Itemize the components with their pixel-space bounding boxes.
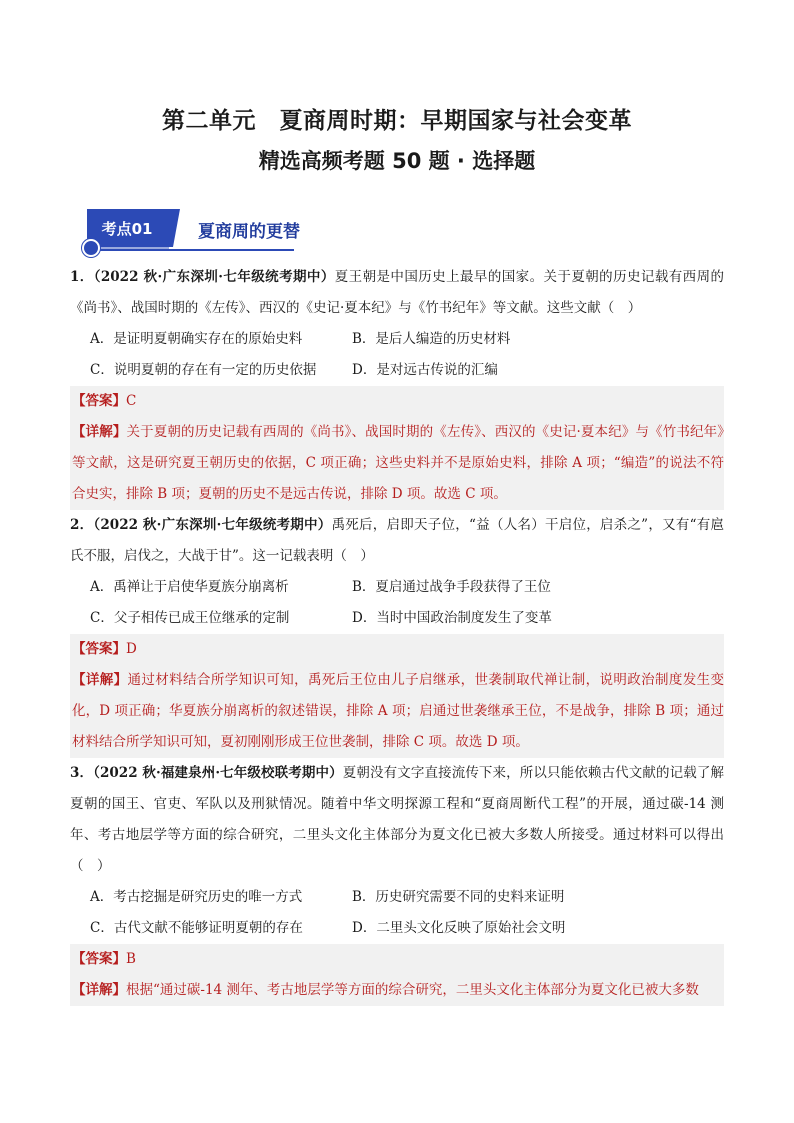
option-c: C．说明夏朝的存在有一定的历史依据 (90, 362, 317, 378)
answer-tag: 【答案】 (72, 641, 126, 657)
question-stem: 夏朝没有文字直接流传下来，所以只能依赖古代文献的记载了解夏朝的国王、官吏、军队以及刑狱情况。随着中华文明探源工程和“夏商周断代工程”的开展，通过碳-14 测年、考古地层学等方面的综合研究，二里头文化主体部分为夏文化已被大多数人所接受。通过材料可以得出（ ） (70, 765, 724, 874)
detail-text: 根据“通过碳-14 测年、考古地层学等方面的综合研究，二里头文化主体部分为夏文化已被大多数 (126, 982, 699, 998)
question-number: 2． (70, 517, 94, 533)
option-d: D．是对远古传说的汇编 (352, 362, 498, 378)
option-b: B．是后人编造的历史材料 (352, 331, 511, 347)
question-source: （2022 秋·广东深圳·七年级统考期中） (93, 269, 335, 285)
explanation (70, 975, 724, 1006)
options-row (70, 913, 724, 944)
question-stem: 禹死后，启即天子位，“益（人名）干启位，启杀之”，又有“有扈氏不服，启伐之，大战于甘”。这一记载表明（ ） (70, 517, 724, 564)
option-b: B．历史研究需要不同的史料来证明 (352, 889, 565, 905)
question-2 (70, 510, 724, 572)
options-row (70, 355, 724, 386)
badge-notch (166, 209, 180, 247)
option-a: A．考古挖掘是研究历史的唯一方式 (90, 889, 303, 905)
option-a: A．禹禅让于启使华夏族分崩离析 (90, 579, 289, 595)
answer-line (70, 634, 724, 665)
option-c: C．古代文献不能够证明夏朝的存在 (90, 920, 303, 936)
detail-tag: 【详解】 (72, 982, 126, 998)
section-badge: 考点01 (87, 209, 167, 247)
option-d: D．二里头文化反映了原始社会文明 (352, 920, 566, 936)
section-header (80, 206, 400, 258)
question-1 (70, 262, 724, 324)
option-b: B．夏启通过战争手段获得了王位 (352, 579, 551, 595)
options-row (70, 324, 724, 355)
explanation (70, 665, 724, 758)
answer-tag: 【答案】 (72, 951, 126, 967)
detail-text: 通过材料结合所学知识可知，禹死后王位由儿子启继承，世袭制取代禅让制，说明政治制度发生变化，D 项正确；华夏族分崩离析的叙述错误，排除 A 项；启通过世袭继承王位，不是战争，排除 B 项；通过材料结合所学知识可知，夏初刚刚形成王位世袭制，排除 C 项。故选 D 项。 (72, 672, 725, 750)
detail-tag: 【详解】 (72, 672, 128, 688)
section-underline (94, 249, 294, 251)
option-c: C．父子相传已成王位继承的定制 (90, 610, 290, 626)
question-number: 3． (70, 765, 94, 781)
answer-tag: 【答案】 (72, 393, 126, 409)
question-3 (70, 758, 724, 882)
option-d: D．当时中国政治制度发生了变革 (352, 610, 552, 626)
question-stem: 夏王朝是中国历史上最早的国家。关于夏朝的历史记载有西周的《尚书》、战国时期的《左传》、西汉的《史记·夏本纪》与《竹书纪年》等文献。这些文献（ ） (70, 269, 724, 316)
detail-tag: 【详解】 (72, 424, 127, 440)
question-source: （2022 秋·广东深圳·七年级统考期中） (93, 517, 332, 533)
page-title: 第二单元 夏商周时期：早期国家与社会变革 (162, 108, 632, 134)
circle-dot-icon (82, 239, 100, 257)
question-source: （2022 秋·福建泉州·七年级校联考期中） (93, 765, 343, 781)
options-row (70, 603, 724, 634)
question-number: 1． (70, 269, 94, 285)
answer-value: D (126, 641, 137, 657)
answer-value: C (126, 393, 137, 409)
answer-line (70, 944, 724, 975)
section-topic: 夏商周的更替 (198, 222, 300, 242)
page-subtitle: 精选高频考题 50 题 · 选择题 (258, 149, 536, 173)
answer-line (70, 386, 724, 417)
detail-text: 关于夏朝的历史记载有西周的《尚书》、战国时期的《左传》、西汉的《史记·夏本纪》与《竹书纪年》等文献，这是研究夏王朝历史的依据，C 项正确；这些史料并不是原始史料，排除 A 项；“编造”的说法不符合史实，排除 B 项；夏朝的历史不是远古传说，排除 D 项。故选 C 项。 (72, 424, 724, 502)
question-list (70, 262, 724, 1006)
explanation (70, 417, 724, 510)
options-row (70, 572, 724, 603)
answer-value: B (126, 951, 136, 967)
options-row (70, 882, 724, 913)
option-a: A．是证明夏朝确实存在的原始史料 (90, 331, 303, 347)
